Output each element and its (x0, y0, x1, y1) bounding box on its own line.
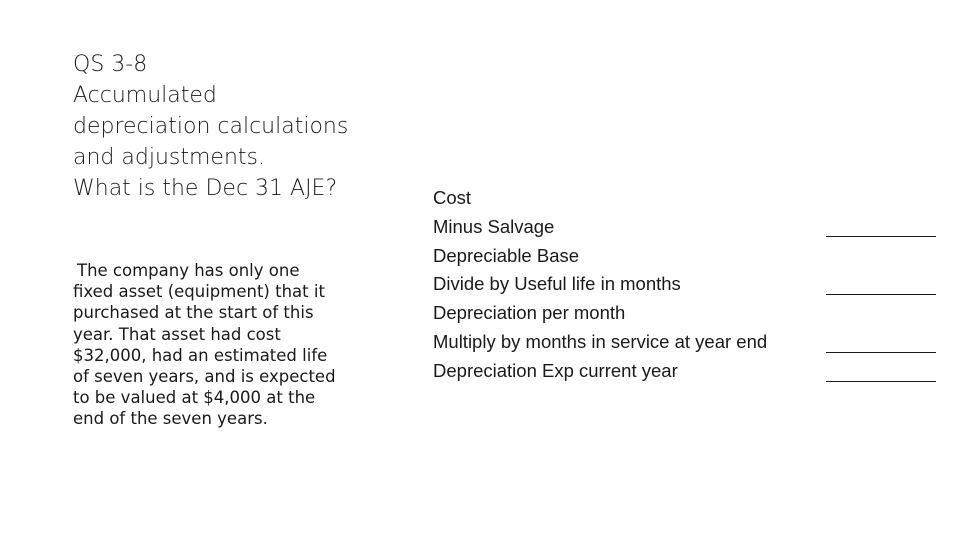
calc-step-depreciation-per-month: Depreciation per month (433, 302, 626, 324)
answer-blank-line (826, 381, 936, 382)
slide-title (73, 49, 393, 204)
answer-blank-line (826, 236, 936, 237)
answer-blank-line (826, 352, 936, 353)
calc-step-depreciable-base: Depreciable Base (433, 244, 580, 266)
answer-blank-line (826, 294, 936, 295)
calc-step-minus-salvage: Minus Salvage (433, 215, 555, 237)
calc-step-divide-useful-life: Divide by Useful life in months (433, 273, 681, 295)
calc-step-multiply-months: Multiply by months in service at year end (433, 330, 768, 352)
problem-line: of seven years, and is expected (73, 367, 336, 387)
problem-description (73, 260, 373, 430)
calc-step-cost: Cost (433, 187, 472, 208)
title-line: depreciation calculations (73, 114, 349, 139)
problem-line: fixed asset (equipment) that it (73, 282, 325, 302)
title-line: QS 3-8 (73, 52, 148, 77)
title-line: and adjustments. (73, 145, 265, 170)
problem-line: $32,000, had an estimated life (73, 345, 328, 365)
problem-line: The company has only one (77, 261, 300, 280)
problem-line: to be valued at $4,000 at the (73, 388, 316, 408)
calculation-steps (433, 184, 767, 386)
problem-line: end of the seven years. (73, 409, 268, 429)
problem-line: purchased at the start of this (73, 303, 314, 323)
calc-step-depreciation-expense: Depreciation Exp current year (433, 359, 678, 381)
title-line: Accumulated (73, 83, 217, 108)
title-line: What is the Dec 31 AJE? (73, 176, 338, 201)
problem-line: year. That asset had cost (73, 324, 281, 344)
